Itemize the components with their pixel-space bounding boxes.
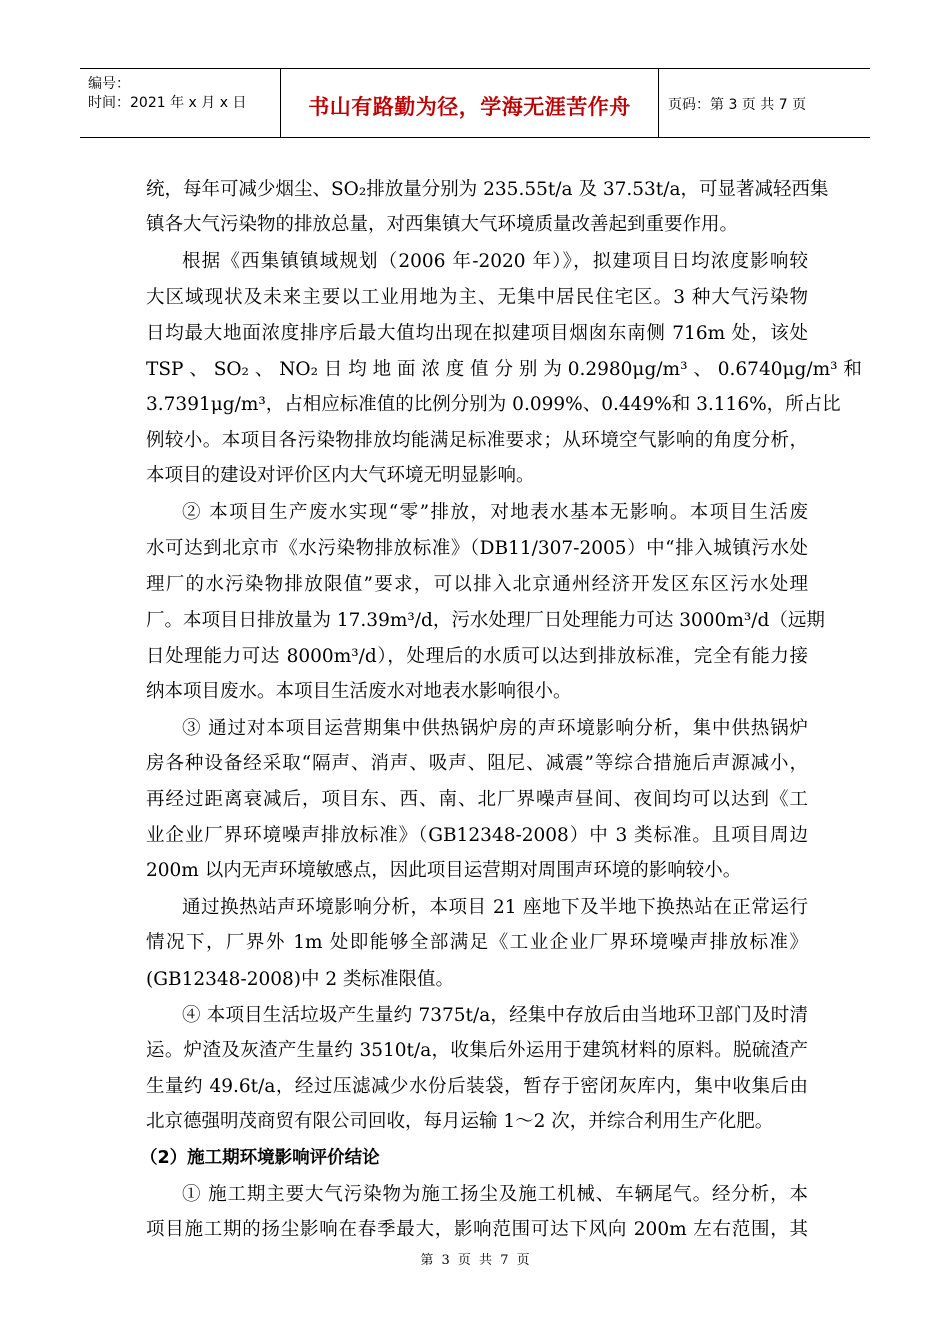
body-line: 纳本项目废水。本项目生活废水对地表水影响很小。 xyxy=(146,681,572,702)
body-line: 理厂的水污染物排放限值”要求，可以排入北京通州经济开发区东区污水处理 xyxy=(146,574,808,595)
header-meta-cell xyxy=(80,69,280,137)
body-line: 根据《西集镇镇域规划（2006 年-2020 年）》，拟建项目日均浓度影响较 xyxy=(182,251,808,272)
body-line: 统，每年可减少烟尘、SO₂排放量分别为 235.55t/a 及 37.53t/a，可显著减轻西集 xyxy=(146,179,829,200)
header-page-cell xyxy=(658,69,870,137)
body-line: 200m 以内无声环境敏感点，因此项目运营期对周围声环境的影响较小。 xyxy=(146,860,742,881)
header-page-number: 页码：第 3 页 共 7 页 xyxy=(668,97,807,113)
body-line: 大区域现状及未来主要以工业用地为主、无集中居民住宅区。3 种大气污染物 xyxy=(146,287,808,308)
body-line: TSP 、 SO₂ 、 NO₂ 日 均 地 面 浓 度 值 分 别 为 0.2980μg/m³ 、 0.6740μg/m³ 和 xyxy=(146,359,862,380)
page-header xyxy=(80,68,870,138)
body-line: ② 本项目生产废水实现“零”排放，对地表水基本无影响。本项目生活废 xyxy=(182,502,808,523)
body-line: 房各种设备经采取“隔声、消声、吸声、阻尼、减震”等综合措施后声源减小， xyxy=(146,753,808,774)
body-line: 日处理能力可达 8000m³/d），处理后的水质可以达到排放标准，完全有能力接 xyxy=(146,646,808,667)
body-line: 日均最大地面浓度排序后最大值均出现在拟建项目烟囱东南侧 716m 处，该处 xyxy=(146,323,808,344)
body-line: 镇各大气污染物的排放总量，对西集镇大气环境质量改善起到重要作用。 xyxy=(146,214,739,235)
page-footer: 第 3 页 共 7 页 xyxy=(420,1253,530,1268)
body-line: 项目施工期的扬尘影响在春季最大，影响范围可达下风向 200m 左右范围，其 xyxy=(146,1219,808,1240)
body-line: 3.7391μg/m³，占相应标准值的比例分别为 0.099%、0.449%和 3.116%，所占比 xyxy=(146,394,841,415)
body-line: ① 施工期主要大气污染物为施工扬尘及施工机械、车辆尾气。经分析，本 xyxy=(182,1184,808,1205)
section-heading: （2）施工期环境影响评价结论 xyxy=(140,1148,380,1168)
body-line: 再经过距离衰减后，项目东、西、南、北厂界噪声昼间、夜间均可以达到《工 xyxy=(146,789,808,810)
body-line: 例较小。本项目各污染物排放均能满足标准要求；从环境空气影响的角度分析， xyxy=(146,430,808,451)
body-line: 水可达到北京市《水污染物排放标准》（DB11/307-2005）中“排入城镇污水处 xyxy=(146,538,808,559)
body-line: 本项目的建设对评价区内大气环境无明显影响。 xyxy=(146,465,535,486)
body-line: ③ 通过对本项目运营期集中供热锅炉房的声环境影响分析，集中供热锅炉 xyxy=(182,718,808,739)
body-line: 生量约 49.6t/a，经过压滤减少水份后装袋，暂存于密闭灰库内，集中收集后由 xyxy=(146,1076,808,1097)
header-time-label: 时间：2021 年 x 月 x 日 xyxy=(88,95,247,111)
body-line: 情况下，厂界外 1m 处即能够全部满足《工业企业厂界环境噪声排放标准》 xyxy=(146,932,808,953)
body-line: 业企业厂界环境噪声排放标准》（GB12348-2008）中 3 类标准。且项目周边 xyxy=(146,825,808,846)
body-line: ④ 本项目生活垃圾产生量约 7375t/a，经集中存放后由当地环卫部门及时清 xyxy=(182,1005,808,1026)
body-line: 北京德强明茂商贸有限公司回收，每月运输 1～2 次，并综合利用生产化肥。 xyxy=(146,1111,774,1132)
body-line: 通过换热站声环境影响分析，本项目 21 座地下及半地下换热站在正常运行 xyxy=(182,897,808,918)
body-line: (GB12348-2008)中 2 类标准限值。 xyxy=(146,969,455,990)
header-code-label: 编号： xyxy=(88,76,130,92)
header-motto: 书山有路勤为径，学海无涯苦作舟 xyxy=(308,95,631,119)
body-line: 运。炉渣及灰渣产生量约 3510t/a，收集后外运用于建筑材料的原料。脱硫渣产 xyxy=(146,1040,808,1061)
header-motto-cell xyxy=(280,69,659,137)
body-line: 厂。本项目日排放量为 17.39m³/d，污水处理厂日处理能力可达 3000m³/d（远期 xyxy=(146,610,825,631)
